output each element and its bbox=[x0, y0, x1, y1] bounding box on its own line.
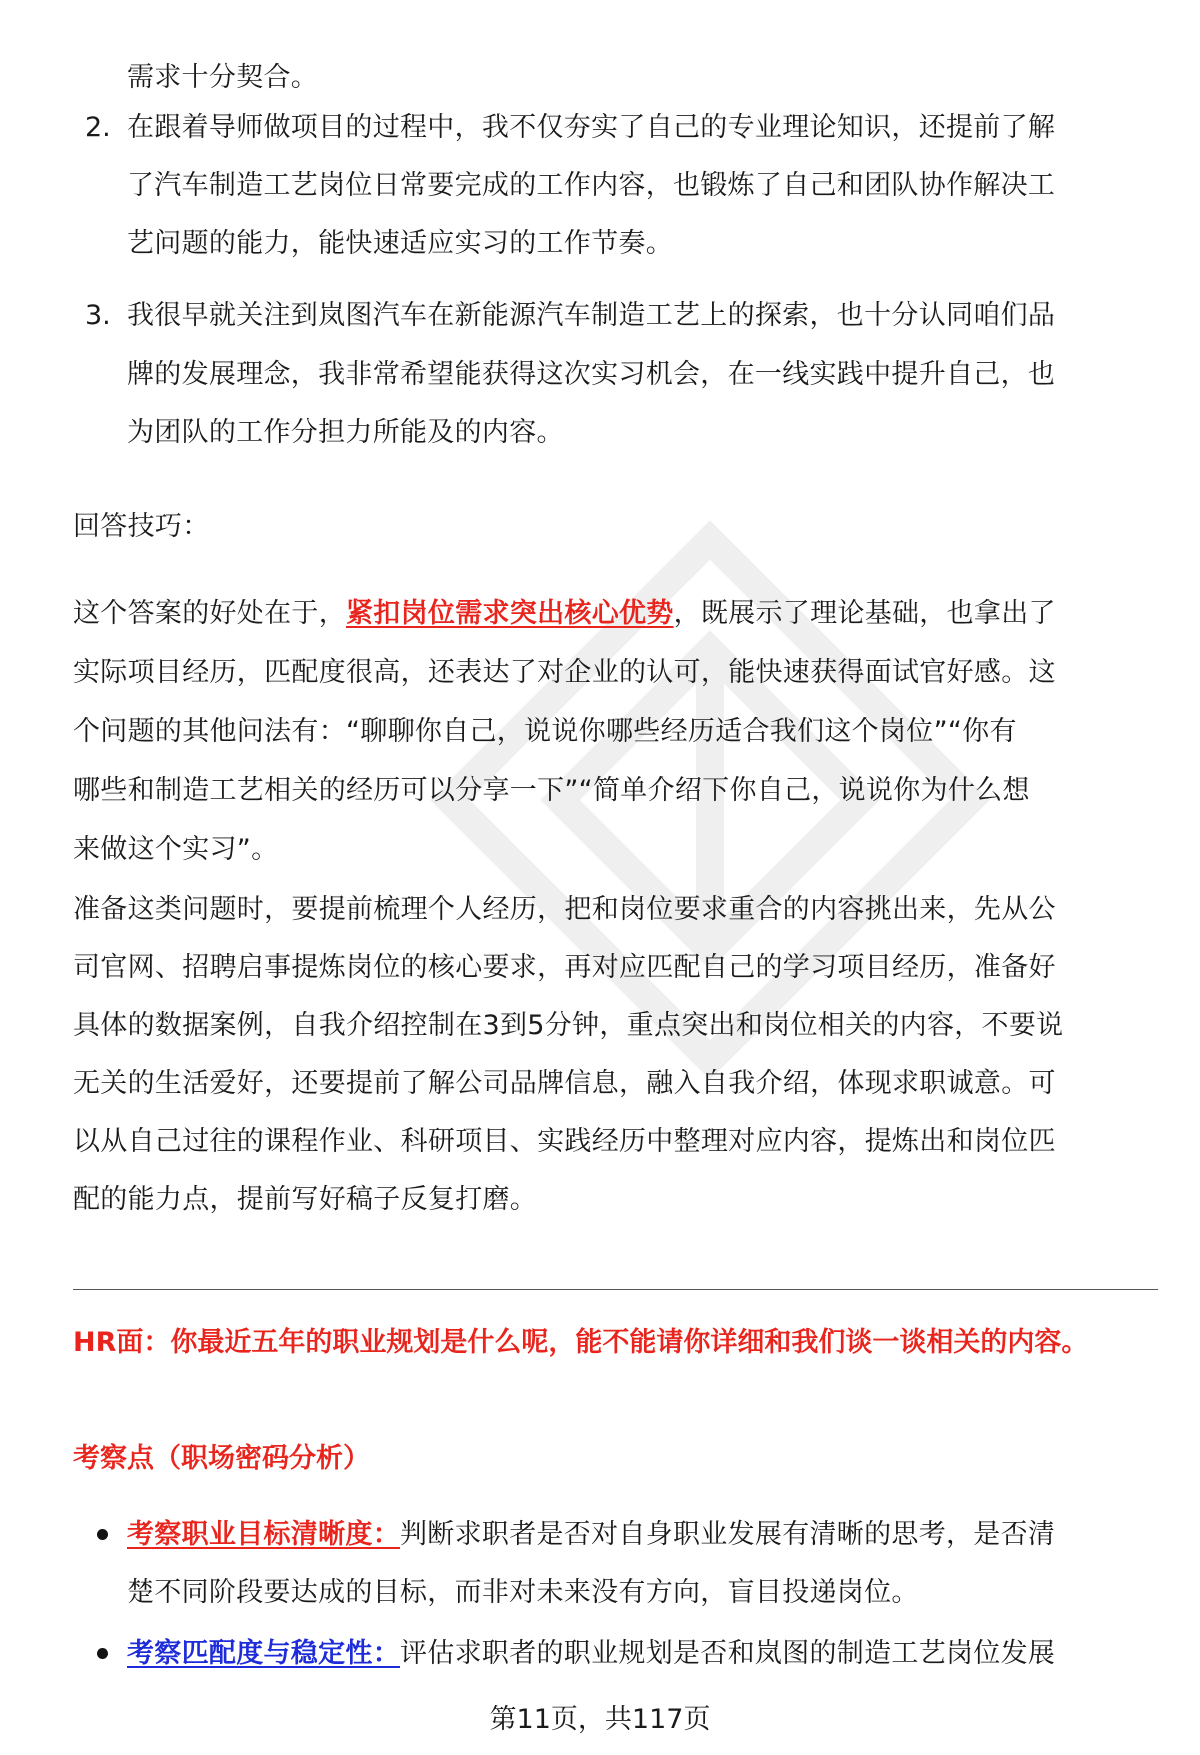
tips-line-2: 实际项目经历，匹配度很高，还表达了对企业的认可，能快速获得面试官好感。这 bbox=[73, 657, 1056, 688]
hr-question: HR面：你最近五年的职业规划是什么呢，能不能请你详细和我们谈一谈相关的内容。 bbox=[73, 1327, 1089, 1358]
list-item-2-line-3: 艺问题的能力，能快速适应实习的工作节奏。 bbox=[127, 228, 673, 259]
prep-line-2: 司官网、招聘启事提炼岗位的核心要求，再对应匹配自己的学习项目经历，准备好 bbox=[73, 952, 1056, 983]
bullet-1-line-2: 楚不同阶段要达成的目标，而非对未来没有方向，盲目投递岗位。 bbox=[127, 1577, 919, 1608]
analysis-heading: 考察点（职场密码分析） bbox=[73, 1443, 370, 1474]
list-item-2-line-2: 了汽车制造工艺岗位日常要完成的工作内容，也锻炼了自己和团队协作解决工 bbox=[127, 170, 1056, 201]
tips-line-4: 哪些和制造工艺相关的经历可以分享一下”“简单介绍下你自己，说说你为什么想 bbox=[73, 775, 1030, 806]
page-footer: 第11页，共117页 bbox=[489, 1704, 711, 1735]
bullet-2-line-1 bbox=[127, 1624, 1157, 1683]
list-item-1-line: 需求十分契合。 bbox=[127, 62, 319, 93]
tips-suffix: ，既展示了理论基础，也拿出了 bbox=[673, 598, 1056, 629]
section-divider bbox=[73, 1289, 1158, 1290]
tips-line-1 bbox=[73, 584, 1158, 643]
bullet-1-label: 考察职业目标清晰度： bbox=[127, 1519, 400, 1550]
bullet-dot-2 bbox=[97, 1648, 108, 1659]
tips-heading: 回答技巧： bbox=[73, 511, 210, 542]
prep-line-4: 无关的生活爱好，还要提前了解公司品牌信息，融入自我介绍，体现求职诚意。可 bbox=[73, 1068, 1056, 1099]
list-item-3-line-2: 牌的发展理念，我非常希望能获得这次实习机会，在一线实践中提升自己，也 bbox=[127, 359, 1056, 390]
list-item-3-line-1: 我很早就关注到岚图汽车在新能源汽车制造工艺上的探索，也十分认同咱们品 bbox=[127, 300, 1056, 331]
prep-line-3: 具体的数据案例，自我介绍控制在3到5分钟，重点突出和岗位相关的内容，不要说 bbox=[73, 1010, 1064, 1041]
bullet-2-label: 考察匹配度与稳定性： bbox=[127, 1638, 400, 1669]
list-number-2: 2. bbox=[85, 112, 111, 143]
tips-highlight: 紧扣岗位需求突出核心优势 bbox=[346, 598, 674, 629]
prep-line-5: 以从自己过往的课程作业、科研项目、实践经历中整理对应内容，提炼出和岗位匹 bbox=[73, 1126, 1056, 1157]
bullet-1-text: 判断求职者是否对自身职业发展有清晰的思考，是否清 bbox=[400, 1519, 1056, 1550]
tips-prefix: 这个答案的好处在于， bbox=[73, 598, 346, 629]
list-item-2-line-1: 在跟着导师做项目的过程中，我不仅夯实了自己的专业理论知识，还提前了解 bbox=[127, 112, 1056, 143]
tips-line-5: 来做这个实习”。 bbox=[73, 834, 279, 865]
list-item-3-line-3: 为团队的工作分担力所能及的内容。 bbox=[127, 417, 564, 448]
prep-line-1: 准备这类问题时，要提前梳理个人经历，把和岗位要求重合的内容挑出来，先从公 bbox=[73, 894, 1056, 925]
prep-line-6: 配的能力点，提前写好稿子反复打磨。 bbox=[73, 1184, 538, 1215]
bullet-2-text: 评估求职者的职业规划是否和岚图的制造工艺岗位发展 bbox=[400, 1638, 1056, 1669]
list-number-3: 3. bbox=[85, 300, 111, 331]
bullet-dot-1 bbox=[97, 1529, 108, 1540]
bullet-1-line-1 bbox=[127, 1505, 1157, 1564]
tips-line-3: 个问题的其他问法有：“聊聊你自己，说说你哪些经历适合我们这个岗位”“你有 bbox=[73, 716, 1017, 747]
